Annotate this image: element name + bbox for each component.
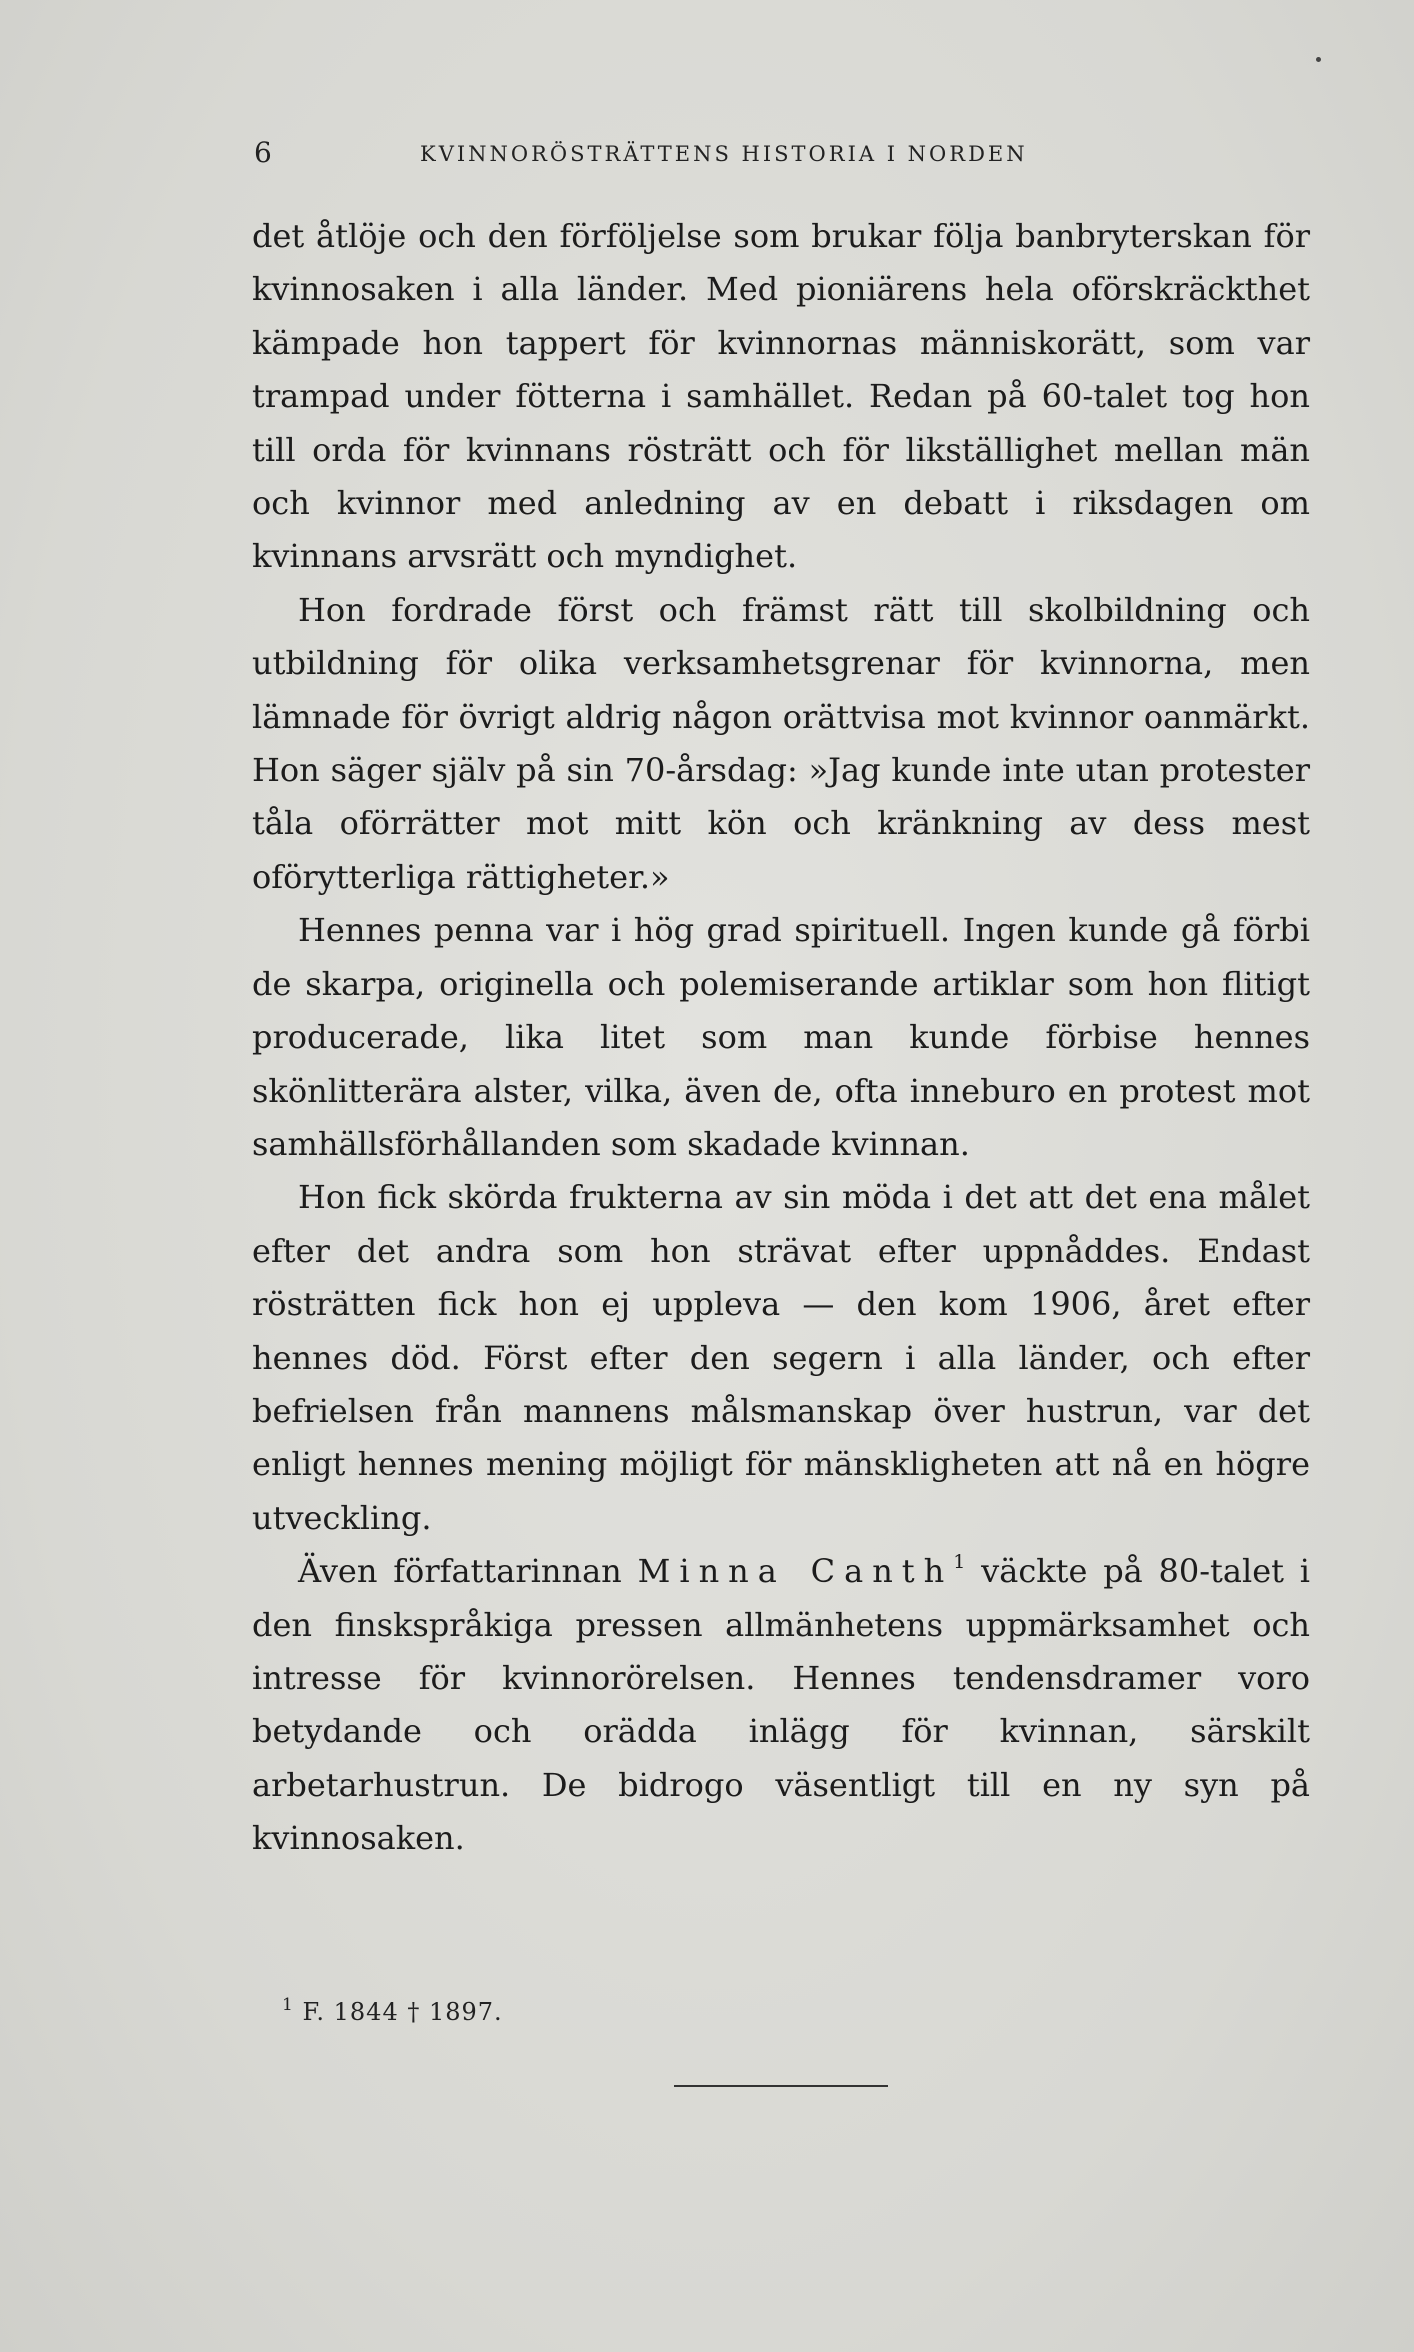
page-number: 6	[254, 136, 272, 169]
paragraph-5-start: Även författarinnan	[298, 1552, 622, 1591]
ink-speck	[1316, 57, 1321, 62]
paragraph-2: Hon fordrade först och främst rätt till skolbildning och utbildning för olika verksamhetsgrenar för kvinnorna, men lämnade för övrigt aldrig någon orättvisa mot kvinnor oanmärkt. Hon säger själv på sin 70-årsdag: »Jag kunde inte utan protester tåla oförrätter mot mitt kön och kränkning av dess mest oförytterliga rättigheter.»	[252, 590, 1310, 896]
page-header	[250, 136, 1110, 176]
paragraph-5-rest: väckte på 80-talet i den finskspråkiga pressen allmänhetens uppmärksamhet och intresse för kvinnorörelsen. Hennes tendensdramer voro betydande och orädda inlägg för kvinnan, särskilt arbetarhustrun. De bidrogo väsentligt till en ny syn på kvinnosaken.	[252, 1552, 1311, 1858]
footnote-text: F. 1844 † 1897.	[302, 1998, 503, 2026]
person-name: Minna Canth	[637, 1552, 954, 1591]
paragraph-5	[252, 1545, 1310, 1865]
paragraph-1: det åtlöje och den förföljelse som brukar följa banbryterskan för kvinnosaken i alla länder. Med pioniärens hela oförskräckthet kämpade hon tappert för kvinnornas människorätt, som var trampad under fötterna i samhället. Redan på 60-talet tog hon till orda för kvinnans rösträtt och för likställighet mellan män och kvinnor med anledning av en debatt i riksdagen om kvinnans arvsrätt och myndighet.	[252, 217, 1310, 576]
footnote	[282, 1995, 503, 2026]
body-text	[252, 210, 1310, 1866]
paragraph-3: Hennes penna var i hög grad spirituell. Ingen kunde gå förbi de skarpa, originella och polemiserande artiklar som hon flitigt producerade, lika litet som man kunde förbise hennes skönlitterära alster, vilka, även de, ofta inneburo en protest mot samhällsförhållanden som skadade kvinnan.	[252, 911, 1310, 1163]
footnote-mark: 1	[282, 1995, 294, 2015]
end-rule	[674, 2085, 888, 2087]
footnote-reference: 1	[953, 1551, 966, 1574]
paragraph-4: Hon fick skörda frukterna av sin möda i det att det ena målet efter det andra som hon strävat efter uppnåddes. Endast rösträtten fick hon ej uppleva — den kom 1906, året efter hennes död. Först efter den segern i alla länder, och efter befrielsen från mannens målsmanskap över hustrun, var det enligt hennes mening möjligt för mänskligheten att nå en högre utveckling.	[252, 1178, 1310, 1537]
running-head: KVINNORÖSTRÄTTENS HISTORIA I NORDEN	[420, 142, 1028, 166]
